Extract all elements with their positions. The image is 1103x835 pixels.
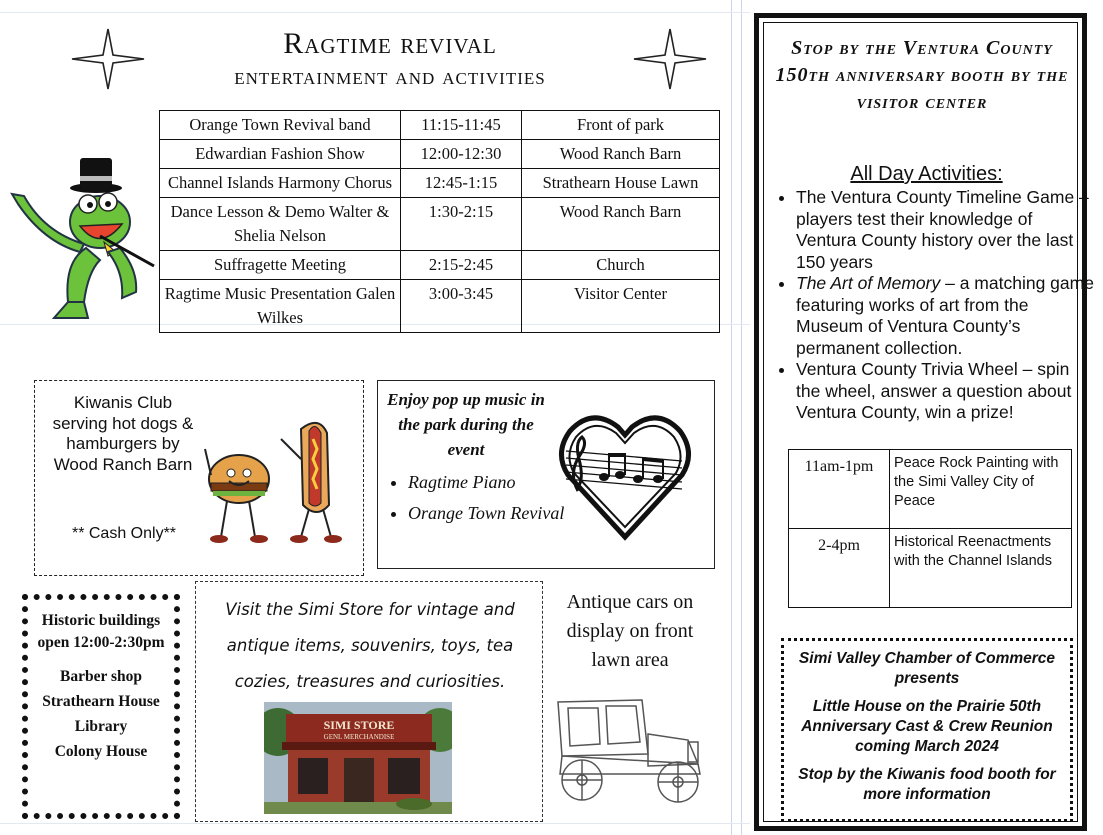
list-item: Barber shop — [60, 668, 142, 685]
page-title — [160, 28, 620, 92]
location-cell: Wood Ranch Barn — [522, 198, 720, 251]
event-cell: Edwardian Fashion Show — [160, 140, 401, 169]
popup-music-box — [377, 380, 715, 569]
table-row — [160, 251, 720, 280]
list-item: Colony House — [54, 743, 148, 760]
panel-title: Stop by the Ventura County 150th anniversary booth by the visitor center — [775, 37, 1069, 113]
table-row — [160, 280, 720, 333]
table-row — [160, 169, 720, 198]
event-cell: Suffragette Meeting — [160, 251, 401, 280]
time-cell: 11:15-11:45 — [401, 111, 522, 140]
popup-list — [386, 469, 578, 531]
list-item — [796, 187, 1096, 273]
historic-buildings-box — [22, 594, 180, 819]
historic-heading: Historic buildings open 12:00-2:30pm — [37, 612, 165, 651]
time-cell: 3:00-3:45 — [401, 280, 522, 333]
popup-heading: Enjoy pop up music in the park during the event — [387, 390, 545, 459]
panel-inner-border — [763, 22, 1094, 822]
list-item: • Orange Town Revival — [408, 500, 578, 526]
music-heart-icon — [558, 403, 692, 543]
time-cell: 11am-1pm — [789, 450, 890, 529]
desc-cell: Historical Reenactments with the Channel Islands — [890, 529, 1072, 608]
simi-store-text: Visit the Simi Store for vintage and antique items, souvenirs, toys, tea cozies, treasures and curiosities. — [225, 600, 515, 691]
activity-text: The Ventura County Timeline Game – players test their knowledge of Ventura County history over the last 150 years — [796, 187, 1089, 272]
time-cell: 2-4pm — [789, 529, 890, 608]
table-row — [160, 140, 720, 169]
event-cell: Channel Islands Harmony Chorus — [160, 169, 401, 198]
dancing-frog-illustration — [4, 152, 160, 324]
location-cell: Visitor Center — [522, 280, 720, 333]
activity-title: The Art of Memory — [796, 273, 941, 293]
cash-only-note: ** Cash Only** — [71, 525, 177, 542]
chamber-line-1: Simi Valley Chamber of Commerce presents — [798, 650, 1056, 687]
antique-cars-text: Antique cars on display on front lawn area — [566, 591, 694, 671]
location-cell: Church — [522, 251, 720, 280]
star-icon — [70, 27, 146, 91]
event-cell: Ragtime Music Presentation Galen Wilkes — [160, 280, 401, 333]
schedule-table — [159, 110, 720, 333]
chamber-line-3: Stop by the Kiwanis food booth for more information — [798, 766, 1056, 803]
simi-store-box — [195, 581, 543, 822]
table-row — [160, 198, 720, 251]
margin-guide — [0, 823, 750, 824]
kiwanis-food-box — [34, 380, 364, 576]
time-cell: 1:30-2:15 — [401, 198, 522, 251]
simi-store-sign-sub: GENL MERCHANDISE — [323, 733, 395, 741]
list-item: Library — [74, 718, 128, 735]
anniversary-panel — [754, 13, 1094, 831]
antique-car-illustration — [548, 694, 710, 806]
desc-cell: Peace Rock Painting with the Simi Valley City of Peace — [890, 450, 1072, 529]
page-fold-guide — [741, 0, 742, 835]
list-item — [796, 273, 1096, 359]
star-icon — [632, 27, 708, 91]
time-cell: 12:00-12:30 — [401, 140, 522, 169]
title-main: Ragtime revival — [283, 27, 497, 60]
simi-store-sign: SIMI STORE — [323, 718, 395, 732]
activity-text: – a matching game featuring works of art from the Museum of Ventura County’s permanent collection. — [796, 273, 1094, 358]
list-item — [796, 359, 1096, 424]
list-item: Strathearn House — [42, 693, 160, 710]
table-row — [789, 450, 1072, 529]
event-cell: Orange Town Revival band — [160, 111, 401, 140]
activities-list — [772, 187, 1096, 424]
list-item: • Ragtime Piano — [408, 469, 578, 495]
title-sub: entertainment and activities — [234, 64, 546, 90]
chamber-notice — [781, 638, 1073, 822]
kiwanis-text: Kiwanis Club serving hot dogs & hamburgers by Wood Ranch Barn — [52, 393, 194, 474]
chamber-line-2: Little House on the Prairie 50th Anniversary Cast & Crew Reunion coming March 2024 — [801, 698, 1053, 755]
timed-activities-table — [788, 449, 1072, 608]
time-cell: 2:15-2:45 — [401, 251, 522, 280]
simi-store-photo — [264, 702, 452, 814]
hamburger-hotdog-illustration — [201, 409, 351, 549]
event-cell: Dance Lesson & Demo Walter & Shelia Nelson — [160, 198, 401, 251]
location-cell: Wood Ranch Barn — [522, 140, 720, 169]
location-cell: Strathearn House Lawn — [522, 169, 720, 198]
page-fold-guide — [731, 0, 732, 835]
activity-text: Ventura County Trivia Wheel – spin the wheel, answer a question about Ventura County, win a prize! — [796, 359, 1072, 422]
time-cell: 12:45-1:15 — [401, 169, 522, 198]
all-day-heading: All Day Activities: — [850, 163, 1003, 185]
location-cell: Front of park — [522, 111, 720, 140]
margin-guide — [0, 12, 750, 13]
table-row — [789, 529, 1072, 608]
table-row — [160, 111, 720, 140]
